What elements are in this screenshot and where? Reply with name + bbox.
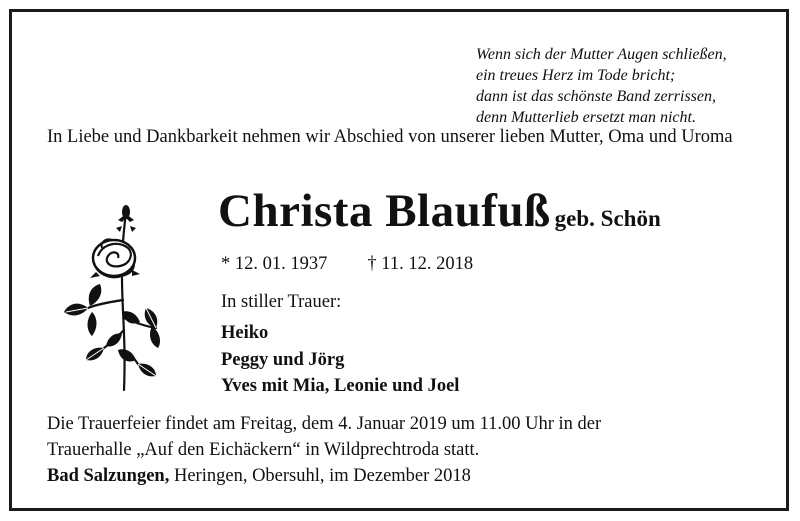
poem-line: Wenn sich der Mutter Augen schließen, [476,46,727,63]
deceased-name: Christa Blaufuß [218,185,551,237]
service-line: Die Trauerfeier findet am Freitag, dem 4. Januar 2019 um 11.00 Uhr in der [47,414,602,434]
place-date [47,466,471,487]
poem [476,44,727,128]
deceased-name-line [218,185,661,237]
life-dates [221,254,473,275]
mourners-list [221,320,459,400]
intro-text: In Liebe und Dankbarkeit nehmen wir Abschied von unserer lieben Mutter, Oma und Uroma [47,127,733,147]
mourning-label: In stiller Trauer: [221,292,342,312]
mourner: Peggy und Jörg [221,349,345,370]
death-date: † 11. 12. 2018 [367,254,474,274]
birth-date: * 12. 01. 1937 [221,254,328,274]
place-town: Bad Salzungen, [47,466,170,486]
service-line: Trauerhalle „Auf den Eichäckern“ in Wildprechtroda statt. [47,440,480,460]
poem-line: ein treues Herz im Tode bricht; [476,67,676,84]
rose-icon [60,200,165,395]
poem-line: denn Mutterlieb ersetzt man nicht. [476,109,696,126]
mourner: Heiko [221,323,269,343]
mourner: Yves mit Mia, Leonie und Joel [221,376,460,396]
service-info [47,411,747,463]
birth-name: geb. Schön [554,206,661,231]
place-rest: Heringen, Obersuhl, im Dezember 2018 [169,466,471,486]
poem-line: dann ist das schönste Band zerrissen, [476,88,716,105]
